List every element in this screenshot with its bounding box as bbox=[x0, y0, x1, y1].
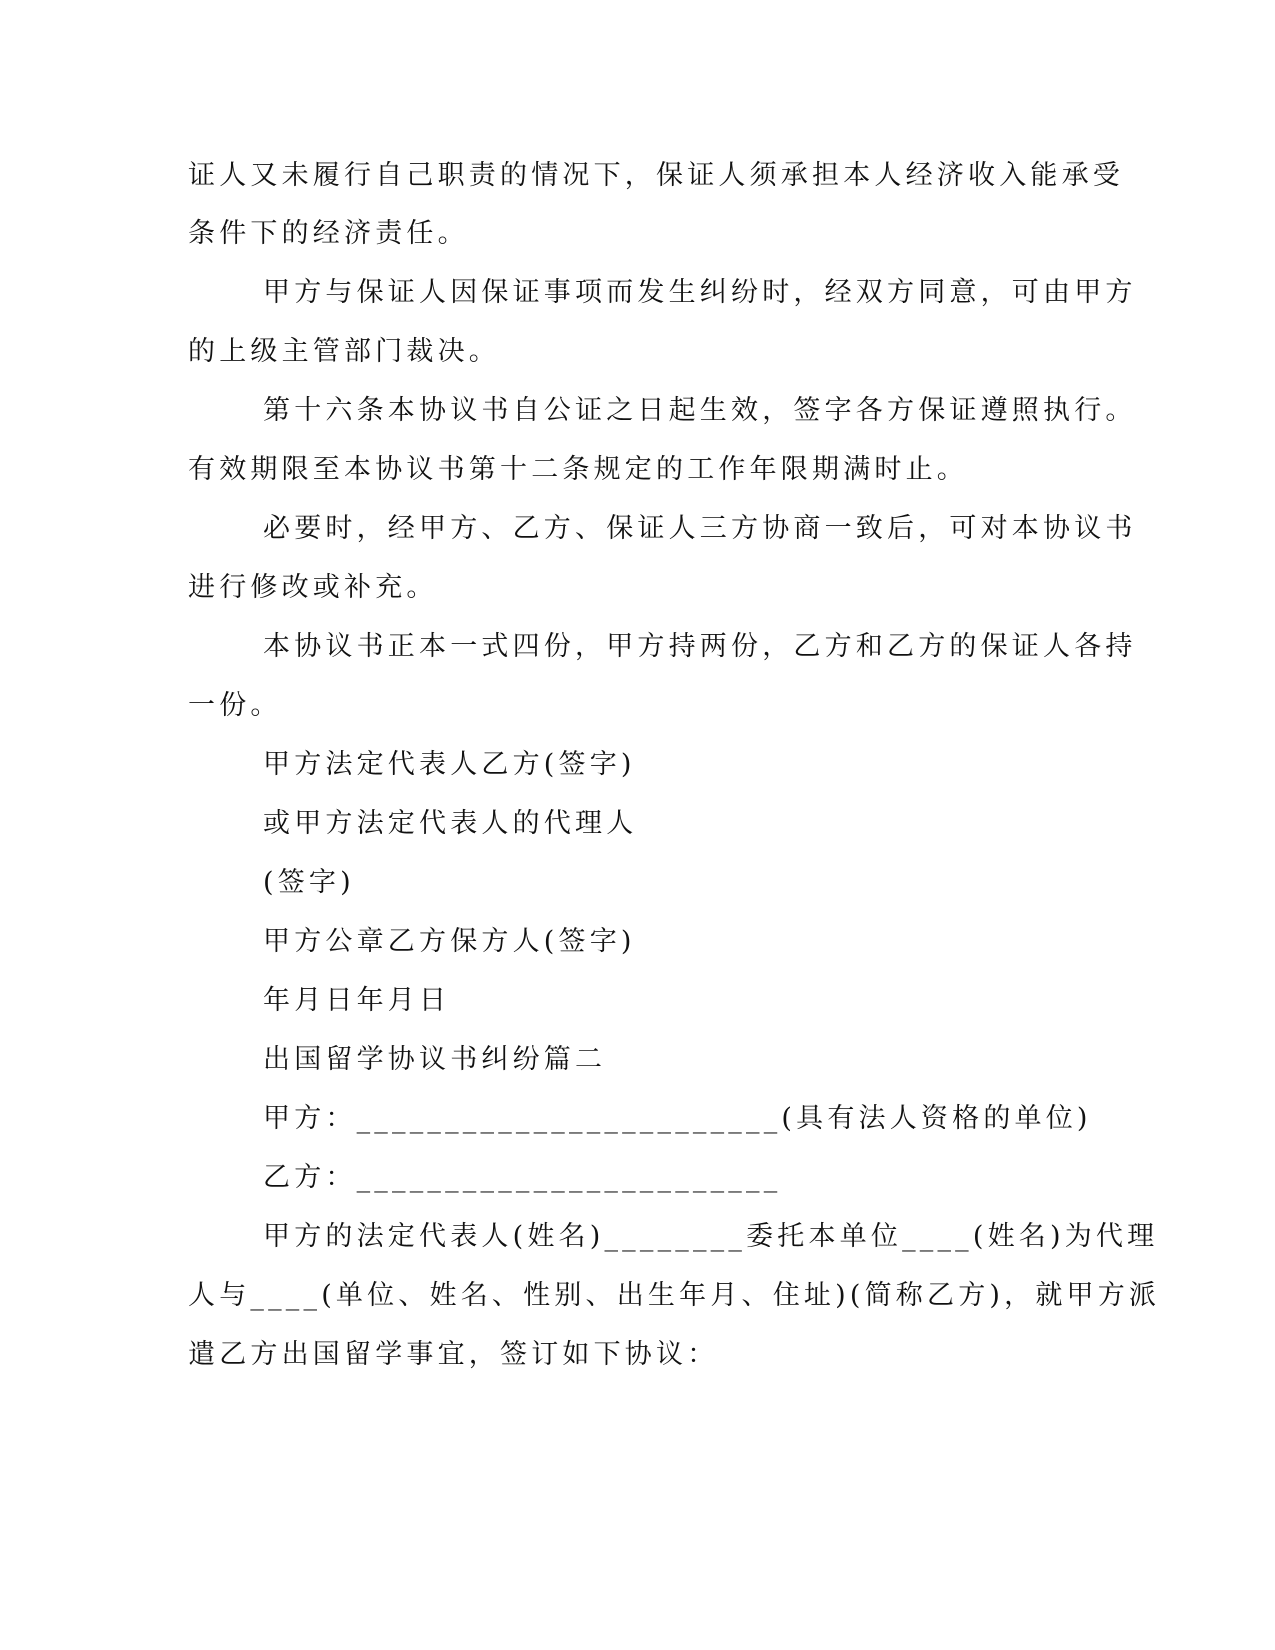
party-a-field: 甲方：________________________(具有法人资格的单位) bbox=[263, 1103, 1092, 1134]
paragraph-line: 本协议书正本一式四份，甲方持两份，乙方和乙方的保证人各持 bbox=[263, 631, 1137, 662]
paragraph-line: 一份。 bbox=[188, 690, 282, 721]
signature-line: 甲方公章乙方保方人(签字) bbox=[263, 926, 636, 957]
paragraph-line: 遣乙方出国留学事宜，签订如下协议： bbox=[188, 1339, 719, 1370]
paragraph-line: 人与____(单位、姓名、性别、出生年月、住址)(简称乙方)，就甲方派 bbox=[188, 1280, 1161, 1311]
signature-line: 或甲方法定代表人的代理人 bbox=[263, 808, 638, 839]
paragraph-line: 甲方的法定代表人(姓名)________委托本单位____(姓名)为代理 bbox=[263, 1221, 1159, 1252]
signature-line: 甲方法定代表人乙方(签字) bbox=[263, 749, 636, 780]
paragraph-line: 甲方与保证人因保证事项而发生纠纷时，经双方同意，可由甲方 bbox=[263, 277, 1137, 308]
paragraph-line: 第十六条本协议书自公证之日起生效，签字各方保证遵照执行。 bbox=[263, 395, 1137, 426]
paragraph-line: 条件下的经济责任。 bbox=[188, 218, 469, 249]
party-b-field: 乙方：________________________ bbox=[263, 1162, 782, 1193]
section-heading: 出国留学协议书纠纷篇二 bbox=[263, 1044, 607, 1075]
paragraph-line: 必要时，经甲方、乙方、保证人三方协商一致后，可对本协议书 bbox=[263, 513, 1137, 544]
date-line: 年月日年月日 bbox=[263, 985, 451, 1016]
paragraph-line: 证人又未履行自己职责的情况下，保证人须承担本人经济收入能承受 bbox=[188, 160, 1124, 191]
paragraph-line: 进行修改或补充。 bbox=[188, 572, 438, 603]
signature-line: (签字) bbox=[263, 867, 355, 898]
paragraph-line: 的上级主管部门裁决。 bbox=[188, 336, 500, 367]
paragraph-line: 有效期限至本协议书第十二条规定的工作年限期满时止。 bbox=[188, 454, 968, 485]
